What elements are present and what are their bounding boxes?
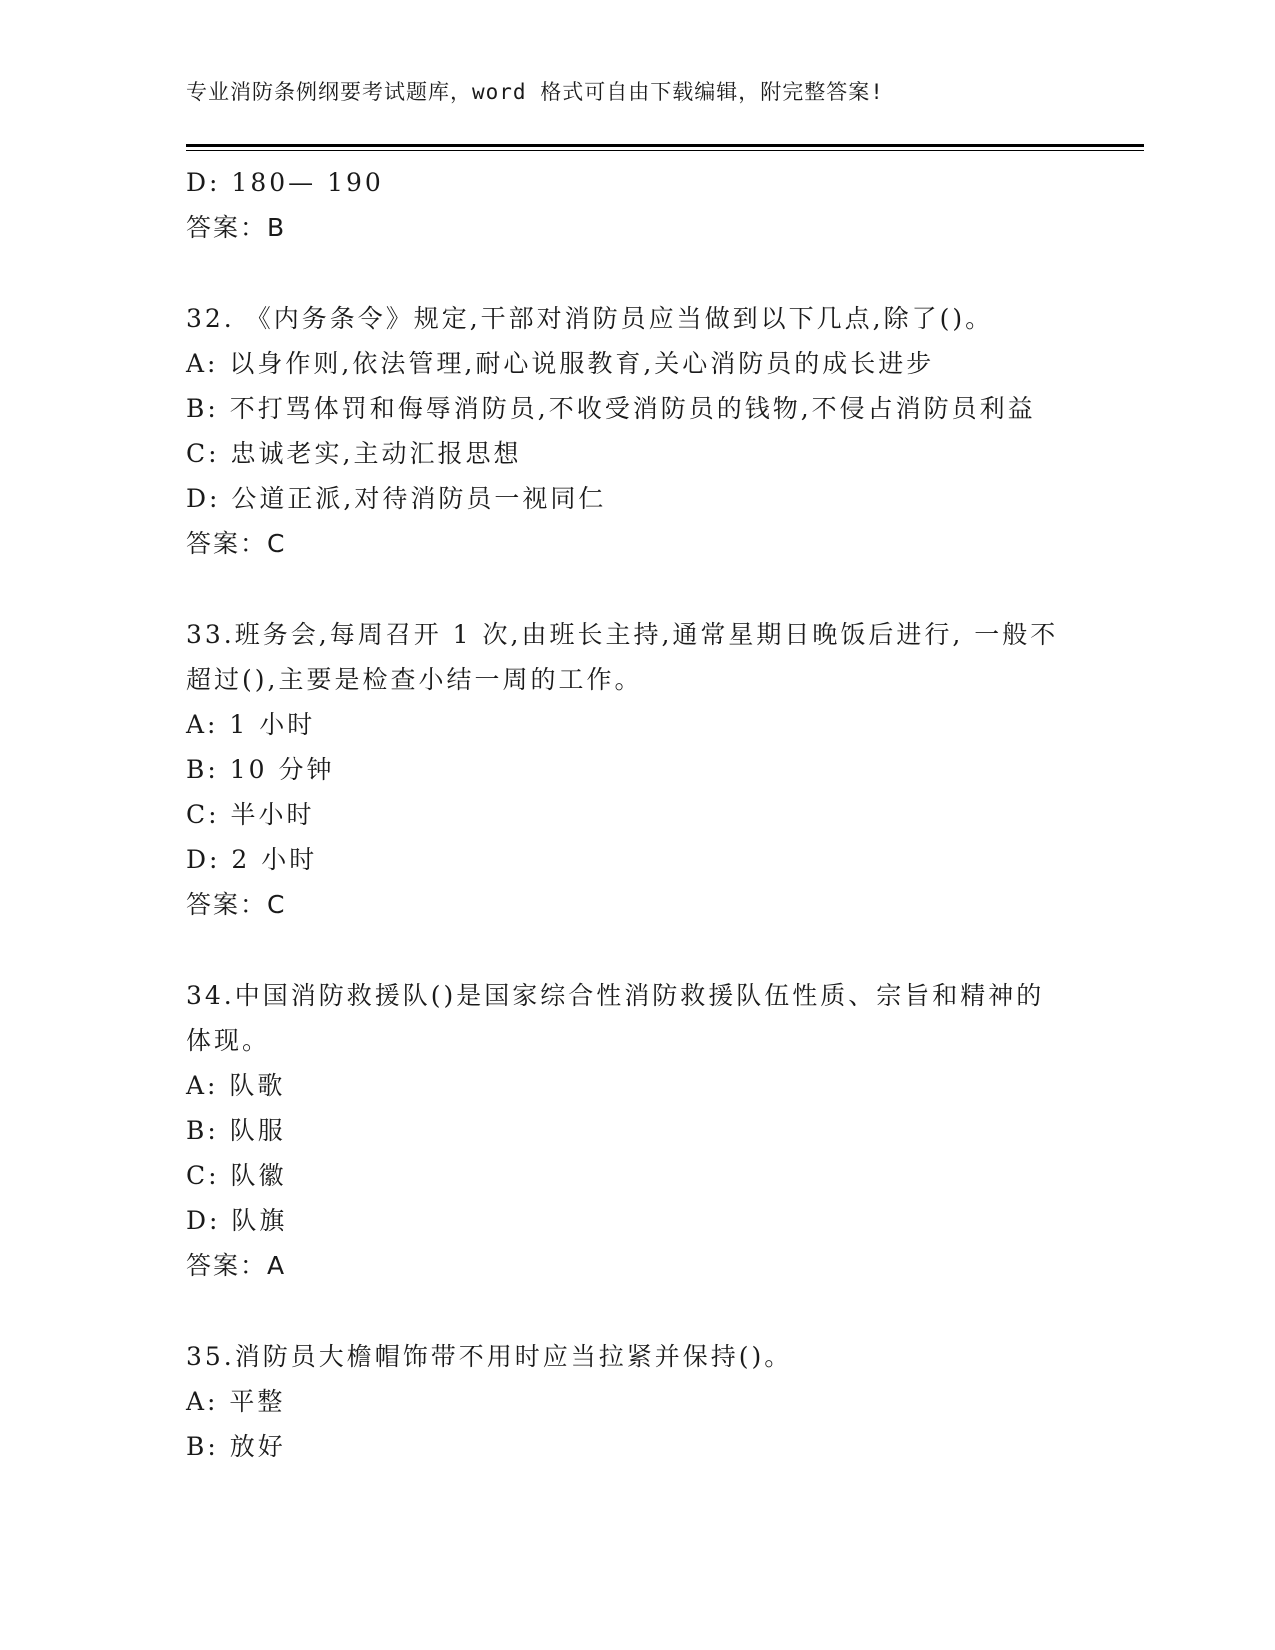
option-line: A: 以身作则,依法管理,耐心说服教育,关心消防员的成长进步 (186, 349, 935, 378)
question-stem: 34.中国消防救援队()是国家综合性消防救援队伍性质、宗旨和精神的体现。 (186, 981, 1045, 1055)
answer-line: 答案：C (186, 890, 287, 919)
answer-line: 答案：B (186, 213, 287, 242)
option-line: B: 放好 (186, 1432, 286, 1461)
page-header: 专业消防条例纲要考试题库，word 格式可自由下载编辑，附完整答案! (186, 80, 884, 104)
option-line: A: 1 小时 (186, 710, 316, 739)
option-line: D: 180— 190 (186, 168, 384, 197)
option-line: A: 队歌 (186, 1071, 286, 1100)
option-line: D: 2 小时 (186, 845, 318, 874)
question-stem: 35.消防员大檐帽饰带不用时应当拉紧并保持()。 (186, 1342, 793, 1371)
question-stem: 32. 《内务条令》规定,干部对消防员应当做到以下几点,除了()。 (186, 304, 994, 333)
option-line: C: 队徽 (186, 1161, 287, 1190)
question-stem: 33.班务会,每周召开 1 次,由班长主持,通常星期日晚饭后进行, 一般不超过(),主要是检查小结一周的工作。 (186, 620, 1059, 694)
option-line: D: 公道正派,对待消防员一视同仁 (186, 484, 607, 513)
option-line: B: 队服 (186, 1116, 286, 1145)
option-line: D: 队旗 (186, 1206, 288, 1235)
option-line: B: 不打骂体罚和侮辱消防员,不收受消防员的钱物,不侵占消防员利益 (186, 394, 1036, 423)
option-line: C: 忠诚老实,主动汇报思想 (186, 439, 522, 468)
option-line: C: 半小时 (186, 800, 315, 829)
document-body (186, 160, 1066, 1469)
header-rule-thin (186, 150, 1144, 151)
header-rule-thick (186, 144, 1144, 147)
option-line: A: 平整 (186, 1387, 286, 1416)
answer-line: 答案：A (186, 1251, 287, 1280)
option-line: B: 10 分钟 (186, 755, 335, 784)
answer-line: 答案：C (186, 529, 287, 558)
